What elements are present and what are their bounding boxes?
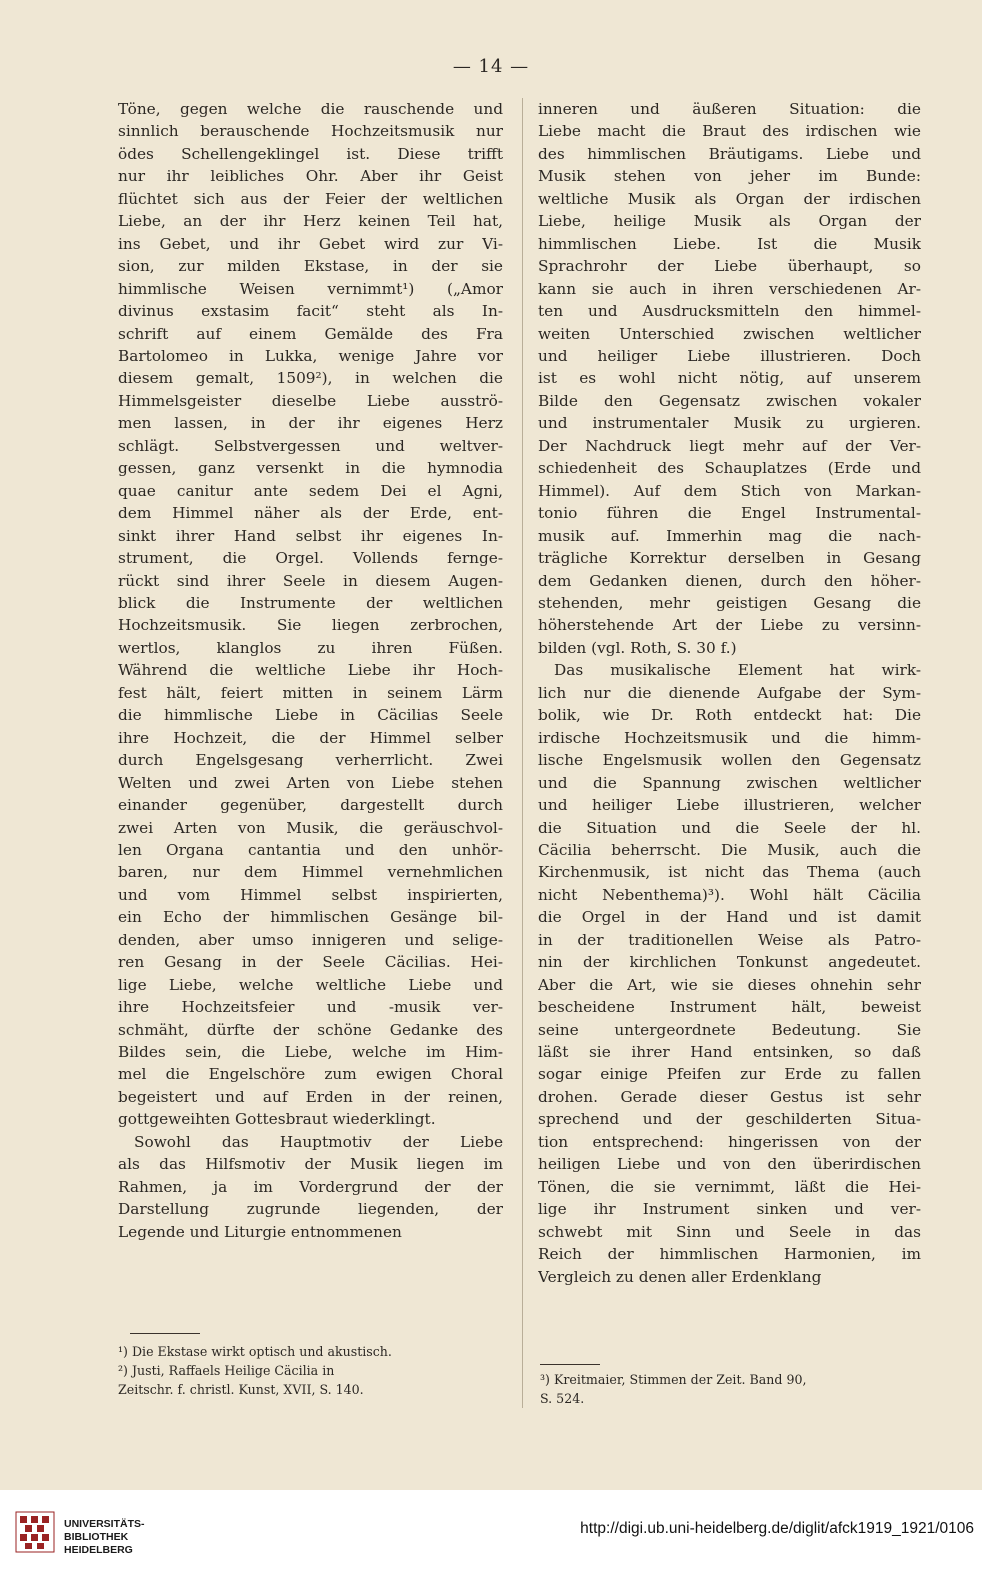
text-line: Liebe, heilige Musik als Organ der (538, 212, 921, 231)
source-url-link[interactable]: http://digi.ub.uni-heidelberg.de/diglit/afck1919_1921/0106 (580, 1520, 974, 1537)
footnotes-right (540, 1370, 923, 1408)
footnotes-left (118, 1342, 503, 1399)
text-line: Musik stehen von jeher im Bunde: (538, 167, 921, 186)
text-line: denden, aber umso innigeren und selige- (118, 930, 503, 949)
text-line: tonio führen die Engel Instrumental- (538, 504, 921, 523)
text-line: tion entsprechend: hingerissen von der (538, 1132, 921, 1151)
footnote-rule-left (130, 1333, 200, 1334)
text-line: irdische Hochzeitsmusik und die himm- (538, 728, 921, 747)
text-line: höherstehende Art der Liebe zu versinn- (538, 616, 921, 635)
text-line: Hochzeitsmusik. Sie liegen zerbrochen, (118, 616, 503, 635)
text-line: ren Gesang in der Seele Cäcilias. Hei- (118, 953, 503, 972)
text-line: nur ihr leibliches Ohr. Aber ihr Geist (118, 167, 503, 186)
text-line: Bildes sein, die Liebe, welche im Him- (118, 1043, 503, 1062)
text-line: gottgeweihten Gottesbraut wiederklingt. (118, 1110, 436, 1129)
text-line: quae canitur ante sedem Dei el Agni, (118, 481, 503, 500)
text-line: schrift auf einem Gemälde des Fra (118, 324, 503, 343)
text-line: und instrumentaler Musik zu urgieren. (538, 414, 921, 433)
text-line: inneren und äußeren Situation: die (538, 100, 921, 118)
left-text-column (118, 98, 503, 1243)
text-line: Kirchenmusik, ist nicht das Thema (auch (538, 863, 921, 882)
text-line: heiligen Liebe und von den überirdischen (538, 1155, 921, 1174)
text-line: Aber die Art, wie sie dieses ohnehin sehr (538, 975, 921, 994)
text-line: lische Engelsmusik wollen den Gegensatz (538, 751, 921, 770)
footnote-line: Zeitschr. f. christl. Kunst, XVII, S. 140. (118, 1382, 364, 1397)
text-line: divinus exstasim facit“ steht als In- (118, 302, 503, 321)
footnote-line: ²) Justi, Raffaels Heilige Cäcilia in (118, 1363, 335, 1378)
text-line: sinkt ihrer Hand selbst ihr eigenes In- (118, 526, 503, 545)
text-line: die himmlische Liebe in Cäcilias Seele (118, 706, 503, 725)
text-line: nicht Nebenthema)³). Wohl hält Cäcilia (538, 885, 921, 904)
right-text-column (538, 98, 921, 1288)
page-number: — 14 — (452, 56, 530, 77)
text-line: Töne, gegen welche die rauschende und (118, 100, 503, 118)
text-line: mel die Engelschöre zum ewigen Choral (118, 1065, 503, 1084)
library-name-line-3: HEIDELBERG (64, 1544, 133, 1556)
text-line: und die Spannung zwischen weltlicher (538, 773, 921, 792)
text-line: Reich der himmlischen Harmonien, im (538, 1245, 921, 1264)
text-line: Tönen, die sie vernimmt, läßt die Hei- (538, 1177, 921, 1196)
text-line: himmlischen Liebe. Ist die Musik (538, 234, 921, 253)
text-line: weiten Unterschied zwischen weltlicher (538, 324, 921, 343)
text-line: dem Gedanken dienen, durch den höher- (538, 571, 921, 590)
text-line: bescheidene Instrument hält, beweist (538, 998, 921, 1017)
text-line: durch Engelsgesang verherrlicht. Zwei (118, 751, 503, 770)
text-line: zwei Arten von Musik, die geräuschvol- (118, 818, 503, 837)
text-line: Legende und Liturgie entnommenen (118, 1222, 402, 1241)
text-line: Liebe macht die Braut des irdischen wie (538, 122, 921, 141)
text-line: Cäcilia beherrscht. Die Musik, auch die (538, 840, 921, 859)
text-line: läßt sie ihrer Hand entsinken, so daß (538, 1043, 921, 1062)
text-line: wertlos, klanglos zu ihren Füßen. (118, 638, 503, 657)
library-name (64, 1518, 145, 1557)
text-line: Himmel). Auf dem Stich von Markan- (538, 481, 921, 500)
text-line: ten und Ausdrucksmitteln den himmel- (538, 302, 921, 321)
footnote-rule-right (540, 1364, 600, 1365)
text-line: in der traditionellen Weise als Patro- (538, 930, 921, 949)
text-line: sion, zur milden Ekstase, in der sie (118, 257, 503, 276)
text-line: schmäht, dürfte der schöne Gedanke des (118, 1020, 503, 1039)
library-name-line-2: BIBLIOTHEK (64, 1531, 129, 1543)
text-line: Der Nachdruck liegt mehr auf der Ver- (538, 436, 921, 455)
text-line: men lassen, in der ihr eigenes Herz (118, 414, 503, 433)
text-line: kann sie auch in ihren verschiedenen Ar- (538, 279, 921, 298)
text-line: Welten und zwei Arten von Liebe stehen (118, 773, 503, 792)
text-line: Während die weltliche Liebe ihr Hoch- (118, 661, 503, 680)
text-line: sogar einige Pfeifen zur Erde zu fallen (538, 1065, 921, 1084)
text-line: ihre Hochzeitsfeier und -musik ver- (118, 998, 503, 1017)
text-line: ist es wohl nicht nötig, auf unserem (538, 369, 921, 388)
text-line: lich nur die dienende Aufgabe der Sym- (538, 683, 921, 702)
text-line: Sprachrohr der Liebe überhaupt, so (538, 257, 921, 276)
text-line: diesem gemalt, 1509²), in welchen die (118, 369, 503, 388)
text-line: musik auf. Immerhin mag die nach- (538, 526, 921, 545)
text-line: Vergleich zu denen aller Erdenklang (538, 1267, 822, 1286)
text-line: ödes Schellengeklingel ist. Diese trifft (118, 144, 503, 163)
text-line: Liebe, an der ihr Herz keinen Teil hat, (118, 212, 503, 231)
text-line: ein Echo der himmlischen Gesänge bil- (118, 908, 503, 927)
text-line: und heiliger Liebe illustrieren. Doch (538, 346, 921, 365)
text-line: weltliche Musik als Organ der irdischen (538, 189, 921, 208)
text-line: und vom Himmel selbst inspirierten, (118, 885, 503, 904)
text-line: und heiliger Liebe illustrieren, welcher (538, 796, 921, 815)
text-line: sinnlich berauschende Hochzeitsmusik nur (118, 122, 503, 141)
text-line: trägliche Korrektur derselben in Gesang (538, 549, 921, 568)
text-line: einander gegenüber, dargestellt durch (118, 796, 503, 815)
text-line: himmlische Weisen vernimmt¹) („Amor (118, 279, 503, 298)
text-line: strument, die Orgel. Vollends fernge- (118, 549, 503, 568)
text-line: die Situation und die Seele der hl. (538, 818, 921, 837)
text-line: Himmelsgeister dieselbe Liebe ausströ- (118, 391, 503, 410)
text-line: schiedenheit des Schauplatzes (Erde und (538, 459, 921, 478)
text-line: schwebt mit Sinn und Seele in das (538, 1222, 921, 1241)
text-line: Sowohl das Hauptmotiv der Liebe (134, 1132, 503, 1151)
text-line: schlägt. Selbstvergessen und weltver- (118, 436, 503, 455)
footnote-line: ¹) Die Ekstase wirkt optisch und akustisch. (118, 1344, 392, 1359)
library-logo-icon (14, 1510, 56, 1554)
text-line: Bartolomeo in Lukka, wenige Jahre vor (118, 346, 503, 365)
library-name-line-1: UNIVERSITÄTS- (64, 1518, 145, 1530)
text-line: dem Himmel näher als der Erde, ent- (118, 504, 503, 523)
text-line: des himmlischen Bräutigams. Liebe und (538, 144, 921, 163)
column-divider (522, 98, 523, 1408)
text-line: nin der kirchlichen Tonkunst angedeutet. (538, 953, 921, 972)
text-line: flüchtet sich aus der Feier der weltlichen (118, 189, 503, 208)
text-line: Darstellung zugrunde liegenden, der (118, 1200, 503, 1219)
text-line: stehenden, mehr geistigen Gesang die (538, 593, 921, 612)
text-line: blick die Instrumente der weltlichen (118, 593, 503, 612)
text-line: len Organa cantantia und den unhör- (118, 840, 503, 859)
text-line: fest hält, feiert mitten in seinem Lärm (118, 683, 503, 702)
text-line: drohen. Gerade dieser Gestus ist sehr (538, 1087, 921, 1106)
text-line: rückt sind ihrer Seele in diesem Augen- (118, 571, 503, 590)
text-line: sprechend und der geschilderten Situa- (538, 1110, 921, 1129)
text-line: ihre Hochzeit, die der Himmel selber (118, 728, 503, 747)
text-line: lige Liebe, welche weltliche Liebe und (118, 975, 503, 994)
text-line: die Orgel in der Hand und ist damit (538, 908, 921, 927)
footnote-line: S. 524. (540, 1391, 585, 1406)
text-line: ins Gebet, und ihr Gebet wird zur Vi- (118, 234, 503, 253)
text-line: begeistert und auf Erden in der reinen, (118, 1087, 503, 1106)
text-line: lige ihr Instrument sinken und ver- (538, 1200, 921, 1219)
footnote-line: ³) Kreitmaier, Stimmen der Zeit. Band 90, (540, 1372, 807, 1387)
text-line: als das Hilfsmotiv der Musik liegen im (118, 1155, 503, 1174)
text-line: bolik, wie Dr. Roth entdeckt hat: Die (538, 706, 921, 725)
text-line: Das musikalische Element hat wirk- (554, 661, 921, 680)
text-line: Bilde den Gegensatz zwischen vokaler (538, 391, 921, 410)
text-line: gessen, ganz versenkt in die hymnodia (118, 459, 503, 478)
text-line: baren, nur dem Himmel vernehmlichen (118, 863, 503, 882)
text-line: seine untergeordnete Bedeutung. Sie (538, 1020, 921, 1039)
text-line: Rahmen, ja im Vordergrund der der (118, 1177, 503, 1196)
text-line: bilden (vgl. Roth, S. 30 f.) (538, 638, 737, 657)
